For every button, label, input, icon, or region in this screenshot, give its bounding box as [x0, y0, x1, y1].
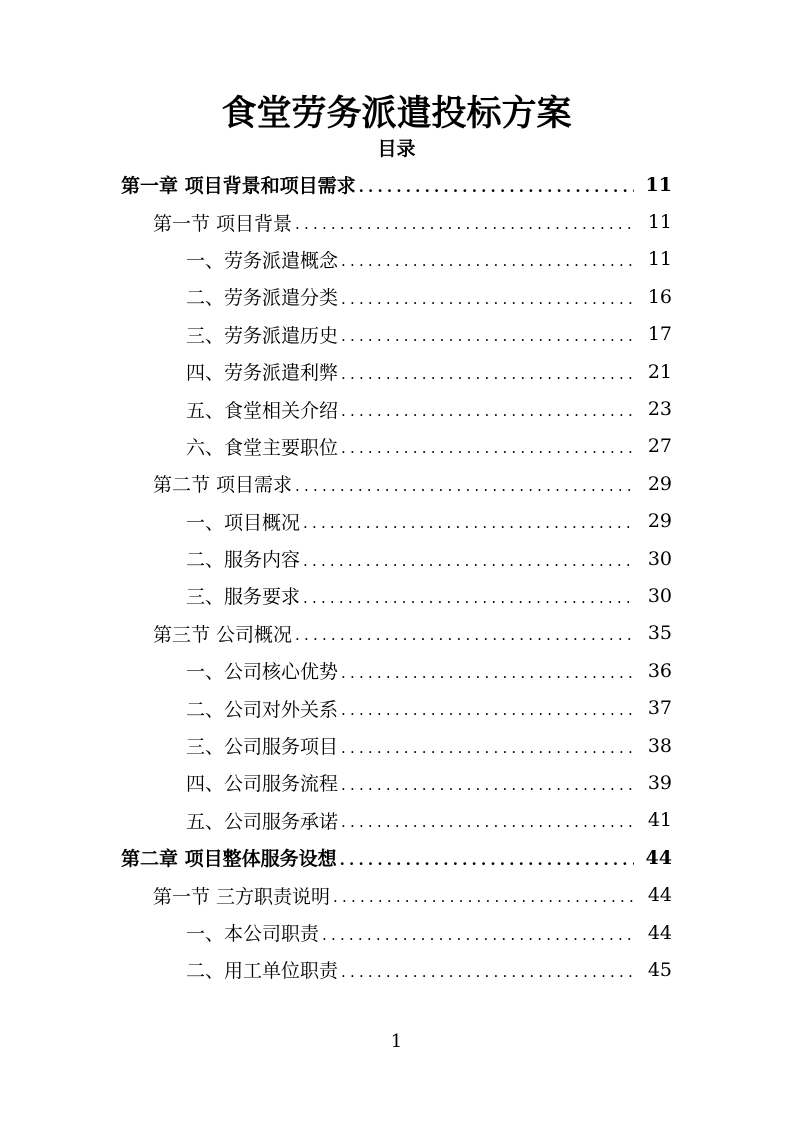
- toc-entry-label: 第二章 项目整体服务设想: [121, 848, 337, 871]
- toc-dot-leader: [295, 625, 634, 645]
- toc-subsection-entry[interactable]: [0, 428, 793, 465]
- toc-subsection-entry[interactable]: [0, 278, 793, 315]
- toc-dot-leader: [341, 364, 634, 384]
- toc-section-entry[interactable]: [0, 615, 793, 652]
- toc-entry-label: 四、劳务派遣利弊: [186, 362, 339, 385]
- toc-entry-label: 第一节 项目背景: [153, 212, 293, 235]
- toc-entry-label: 第一节 三方职责说明: [153, 885, 331, 908]
- toc-dot-leader: [359, 177, 634, 197]
- toc-entry-page-number: 35: [647, 622, 672, 645]
- toc-dot-leader: [341, 438, 634, 458]
- toc-chapter-entry[interactable]: [0, 839, 793, 876]
- toc-entry-page-number: 44: [647, 921, 672, 944]
- toc-entry-label: 第二节 项目需求: [153, 474, 293, 497]
- toc-subsection-entry[interactable]: [0, 540, 793, 577]
- toc-entry-page-number: 17: [647, 323, 672, 346]
- toc-chapter-entry[interactable]: [0, 166, 793, 203]
- table-of-contents: [0, 166, 793, 989]
- toc-entry-label: 二、服务内容: [186, 549, 301, 572]
- toc-heading: 目录: [377, 138, 416, 160]
- toc-entry-page-number: 39: [647, 771, 672, 794]
- toc-dot-leader: [341, 289, 634, 309]
- toc-dot-leader: [295, 476, 634, 496]
- toc-subsection-entry[interactable]: [0, 390, 793, 427]
- toc-entry-label: 一、本公司职责: [186, 923, 320, 945]
- toc-entry-label: 四、公司服务流程: [186, 773, 339, 796]
- toc-dot-leader: [333, 887, 634, 907]
- toc-entry-label: 二、用工单位职责: [186, 960, 339, 983]
- toc-entry-page-number: 21: [647, 360, 672, 383]
- toc-entry-page-number: 36: [647, 659, 672, 682]
- toc-entry-page-number: 29: [647, 510, 672, 533]
- toc-entry-label: 六、食堂主要职位: [186, 436, 339, 459]
- toc-subsection-entry[interactable]: [0, 316, 793, 353]
- toc-subsection-entry[interactable]: [0, 764, 793, 801]
- toc-entry-page-number: 27: [647, 435, 672, 458]
- toc-subsection-entry[interactable]: [0, 652, 793, 689]
- toc-entry-page-number: 16: [647, 285, 672, 308]
- toc-entry-label: 二、公司对外关系: [186, 698, 339, 721]
- toc-entry-page-number: 44: [645, 846, 672, 869]
- toc-section-entry[interactable]: [0, 876, 793, 913]
- toc-dot-leader: [322, 925, 634, 945]
- toc-entry-label: 三、服务要求: [186, 586, 301, 609]
- toc-entry-label: 五、食堂相关介绍: [186, 399, 339, 422]
- toc-subsection-entry[interactable]: [0, 241, 793, 278]
- toc-dot-leader: [303, 588, 634, 608]
- toc-dot-leader: [341, 700, 634, 720]
- toc-entry-label: 一、公司核心优势: [186, 661, 339, 684]
- toc-entry-page-number: 11: [647, 211, 672, 234]
- toc-dot-leader: [341, 962, 634, 982]
- toc-subsection-entry[interactable]: [0, 577, 793, 614]
- toc-dot-leader: [341, 812, 634, 832]
- toc-entry-page-number: 41: [647, 809, 672, 832]
- toc-entry-page-number: 45: [647, 958, 672, 981]
- toc-subsection-entry[interactable]: [0, 353, 793, 390]
- toc-dot-leader: [341, 775, 634, 795]
- toc-dot-leader: [303, 513, 634, 533]
- toc-entry-page-number: 29: [647, 472, 672, 495]
- toc-dot-leader: [341, 326, 634, 346]
- toc-entry-label: 三、公司服务项目: [186, 736, 339, 759]
- toc-entry-label: 三、劳务派遣历史: [186, 324, 339, 347]
- toc-subsection-entry[interactable]: [0, 727, 793, 764]
- toc-dot-leader: [341, 738, 634, 758]
- toc-subsection-entry[interactable]: [0, 689, 793, 726]
- toc-dot-leader: [341, 663, 634, 683]
- toc-entry-label: 五、公司服务承诺: [186, 810, 339, 833]
- toc-entry-label: 第三节 公司概况: [153, 623, 293, 646]
- toc-entry-page-number: 11: [647, 248, 672, 271]
- toc-entry-page-number: 30: [647, 547, 672, 570]
- toc-dot-leader: [303, 551, 634, 571]
- toc-dot-leader: [340, 850, 634, 870]
- toc-entry-label: 一、劳务派遣概念: [186, 249, 339, 272]
- toc-entry-page-number: 44: [647, 884, 672, 907]
- toc-entry-page-number: 38: [647, 734, 672, 757]
- page-number: 1: [390, 1031, 403, 1052]
- toc-section-entry[interactable]: [0, 203, 793, 240]
- toc-dot-leader: [341, 251, 634, 271]
- toc-entry-page-number: 30: [647, 584, 672, 607]
- toc-entry-label: 二、劳务派遣分类: [186, 287, 339, 310]
- toc-subsection-entry[interactable]: [0, 802, 793, 839]
- toc-dot-leader: [341, 401, 634, 421]
- document-title: 食堂劳务派遣投标方案: [221, 93, 572, 134]
- toc-entry-label: 第一章 项目背景和项目需求: [121, 175, 356, 198]
- toc-entry-label: 一、项目概况: [186, 511, 301, 534]
- toc-subsection-entry[interactable]: [0, 503, 793, 540]
- toc-section-entry[interactable]: [0, 465, 793, 502]
- toc-subsection-entry[interactable]: [0, 914, 793, 951]
- toc-subsection-entry[interactable]: [0, 951, 793, 988]
- toc-entry-page-number: 11: [645, 173, 672, 196]
- toc-dot-leader: [295, 214, 634, 234]
- toc-entry-page-number: 37: [647, 697, 672, 720]
- toc-entry-page-number: 23: [647, 398, 672, 421]
